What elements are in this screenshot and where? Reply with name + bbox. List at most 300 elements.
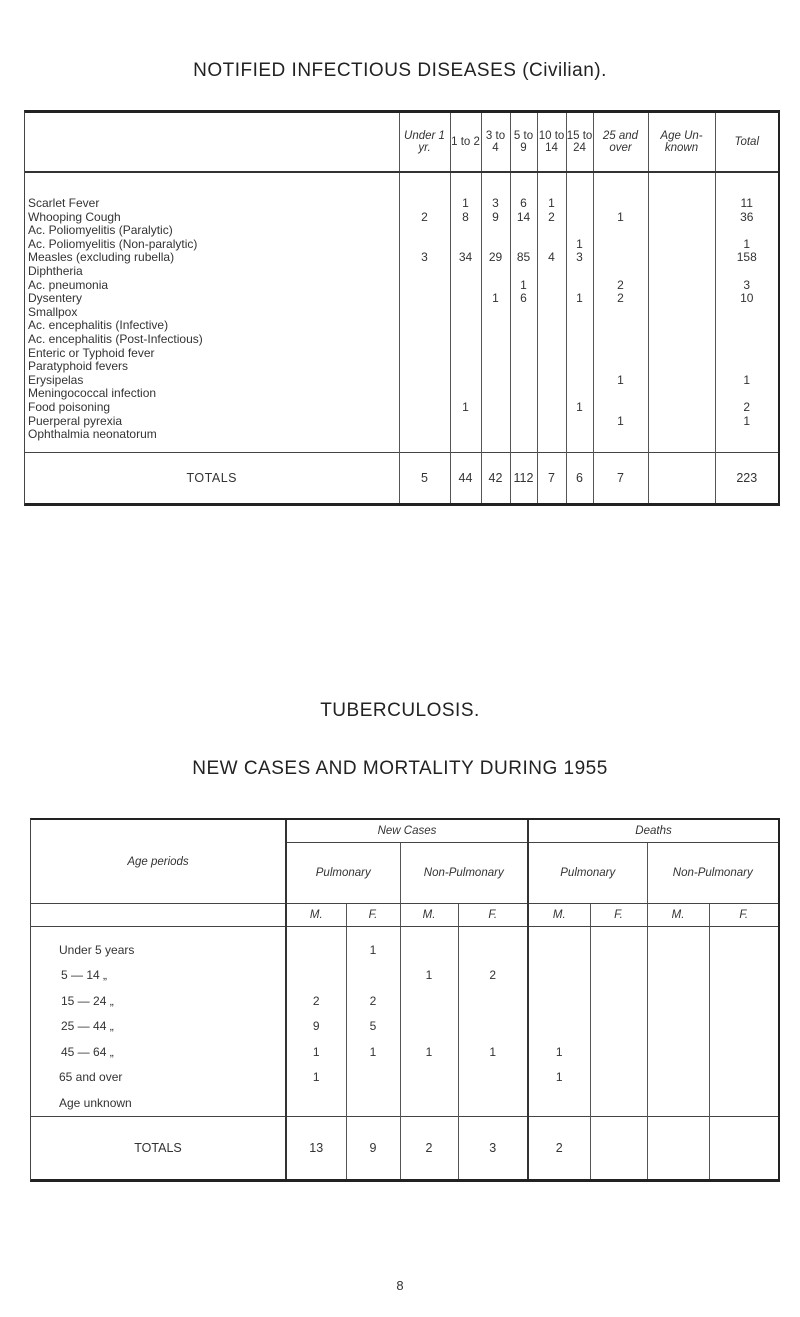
sex-header-row xyxy=(31,904,778,927)
table-row xyxy=(31,1014,778,1040)
table-cell xyxy=(400,1014,458,1040)
table-cell xyxy=(647,1014,709,1040)
table-cell xyxy=(648,292,715,306)
table-cell xyxy=(648,387,715,401)
table-cell: 9 xyxy=(481,211,510,225)
table-cell xyxy=(510,360,537,374)
female-header: F. xyxy=(346,904,400,927)
table-cell: 29 xyxy=(481,251,510,265)
table-cell xyxy=(709,1065,778,1091)
table-cell xyxy=(481,360,510,374)
disease-name: Whooping Cough xyxy=(28,209,121,224)
age-period: 15 — 24 „ xyxy=(61,993,114,1008)
table-row xyxy=(25,238,778,252)
table-cell: 1 xyxy=(458,1039,528,1065)
blank-header xyxy=(31,904,286,927)
table-cell xyxy=(537,374,566,388)
disease-name: Food poisoning xyxy=(28,399,111,414)
table-cell: 3 xyxy=(566,251,593,265)
tuberculosis-table xyxy=(30,818,780,1182)
table-cell xyxy=(399,360,450,374)
table-cell xyxy=(593,360,648,374)
deaths-nonpulmonary-header: Non-Pulmonary xyxy=(647,843,778,904)
table-cell xyxy=(648,224,715,238)
male-header: M. xyxy=(286,904,346,927)
total-cell: 3 xyxy=(458,1116,528,1179)
table-cell xyxy=(593,172,648,211)
table-row xyxy=(25,333,778,347)
col-header: Total xyxy=(715,113,778,172)
table-row xyxy=(31,1039,778,1065)
table-cell: 2 xyxy=(593,279,648,293)
table-row xyxy=(25,401,778,415)
table-cell xyxy=(510,333,537,347)
table-cell xyxy=(458,988,528,1014)
table-cell xyxy=(709,1039,778,1065)
table-cell: 9 xyxy=(286,1014,346,1040)
disease-name: Diphtheria xyxy=(28,263,83,278)
table-cell xyxy=(648,265,715,279)
table-cell xyxy=(566,211,593,225)
table-cell xyxy=(537,319,566,333)
table-cell xyxy=(481,347,510,361)
table-cell xyxy=(399,265,450,279)
male-header: M. xyxy=(647,904,709,927)
table-cell: 1 xyxy=(346,1039,400,1065)
disease-name: Measles (excluding rubella) xyxy=(28,250,175,265)
table-cell xyxy=(566,347,593,361)
table-cell xyxy=(590,1014,647,1040)
table-row xyxy=(31,1065,778,1091)
table-cell xyxy=(715,387,778,401)
table-cell xyxy=(510,319,537,333)
table-cell: 3 xyxy=(481,172,510,211)
table-cell xyxy=(648,306,715,320)
table-cell xyxy=(537,265,566,279)
table-cell xyxy=(510,347,537,361)
total-cell: 112 xyxy=(510,452,537,503)
table-cell xyxy=(593,251,648,265)
table-cell xyxy=(648,319,715,333)
disease-name: Ophthalmia neonatorum xyxy=(28,427,157,442)
age-period: Age unknown xyxy=(59,1095,132,1110)
disease-name: Smallpox xyxy=(28,304,78,319)
col-header: 25 and over xyxy=(593,113,648,172)
table-row xyxy=(25,347,778,361)
new-pulmonary-header: Pulmonary xyxy=(286,843,400,904)
table-cell xyxy=(566,172,593,211)
totals-row xyxy=(25,452,778,503)
total-cell: 44 xyxy=(450,452,481,503)
total-cell: 6 xyxy=(566,452,593,503)
table-cell: 6 xyxy=(510,292,537,306)
table-cell xyxy=(450,306,481,320)
table-row xyxy=(25,251,778,265)
table-cell xyxy=(399,172,450,211)
table-row xyxy=(25,211,778,225)
table-cell xyxy=(647,1039,709,1065)
total-cell xyxy=(590,1116,647,1179)
table-cell xyxy=(537,428,566,442)
table-row xyxy=(25,415,778,429)
table-cell xyxy=(709,1090,778,1116)
table-cell: 1 xyxy=(715,238,778,252)
table-cell xyxy=(450,387,481,401)
disease-name: Puerperal pyrexia xyxy=(28,413,123,428)
table-row xyxy=(31,988,778,1014)
col-header: 10 to 14 xyxy=(537,113,566,172)
total-cell: 2 xyxy=(400,1116,458,1179)
table-cell xyxy=(593,319,648,333)
spacer-row xyxy=(25,442,778,453)
table-cell: 2 xyxy=(286,988,346,1014)
new-cases-header: New Cases xyxy=(286,820,528,843)
table-cell xyxy=(399,347,450,361)
table-cell: 34 xyxy=(450,251,481,265)
table-cell xyxy=(593,306,648,320)
table-cell xyxy=(566,360,593,374)
table-cell xyxy=(593,333,648,347)
table-cell: 1 xyxy=(715,415,778,429)
totals-label: TOTALS xyxy=(31,1116,286,1179)
table-cell xyxy=(566,387,593,401)
table-cell xyxy=(510,238,537,252)
age-period: 25 — 44 „ xyxy=(61,1019,114,1034)
disease-name: Ac. pneumonia xyxy=(28,277,109,292)
table-cell xyxy=(450,319,481,333)
table-cell xyxy=(709,988,778,1014)
disease-header-blank xyxy=(25,113,399,172)
table-cell xyxy=(593,265,648,279)
table-row xyxy=(25,172,778,211)
page-title-notified: NOTIFIED INFECTIOUS DISEASES (Civilian). xyxy=(193,60,607,81)
table-cell: 85 xyxy=(510,251,537,265)
table-cell: 4 xyxy=(537,251,566,265)
table-cell xyxy=(528,963,590,989)
table-cell xyxy=(537,387,566,401)
table-cell xyxy=(399,387,450,401)
table-row xyxy=(31,927,778,963)
table-cell xyxy=(450,415,481,429)
col-header: 15 to 24 xyxy=(566,113,593,172)
section-title-tb: TUBERCULOSIS. xyxy=(320,700,480,721)
table-cell: 1 xyxy=(481,292,510,306)
table-cell xyxy=(593,428,648,442)
disease-name: Erysipelas xyxy=(28,372,84,387)
table-cell xyxy=(399,415,450,429)
age-period: 5 — 14 „ xyxy=(61,968,108,983)
table-cell xyxy=(537,279,566,293)
table-cell xyxy=(566,415,593,429)
table-cell xyxy=(648,428,715,442)
totals-row xyxy=(31,1116,778,1179)
table-cell xyxy=(450,292,481,306)
table-cell xyxy=(590,963,647,989)
table-cell: 1 xyxy=(566,238,593,252)
table-cell: 1 xyxy=(537,172,566,211)
table-cell: 1 xyxy=(715,374,778,388)
table-cell: 1 xyxy=(346,927,400,963)
table-cell: 1 xyxy=(593,374,648,388)
female-header: F. xyxy=(590,904,647,927)
table-cell xyxy=(481,401,510,415)
table-cell xyxy=(537,292,566,306)
table-cell xyxy=(715,306,778,320)
table-cell xyxy=(458,1014,528,1040)
table-cell xyxy=(648,415,715,429)
table-cell xyxy=(566,279,593,293)
table-cell xyxy=(715,360,778,374)
table-cell xyxy=(510,265,537,279)
table-cell xyxy=(566,374,593,388)
table-cell xyxy=(715,265,778,279)
table-cell: 14 xyxy=(510,211,537,225)
table-cell: 5 xyxy=(346,1014,400,1040)
table-cell xyxy=(399,292,450,306)
table-cell xyxy=(510,428,537,442)
total-cell xyxy=(648,452,715,503)
table-cell xyxy=(537,415,566,429)
table-cell xyxy=(450,333,481,347)
table-cell: 1 xyxy=(450,401,481,415)
table-cell: 1 xyxy=(450,172,481,211)
table-cell xyxy=(481,333,510,347)
table-cell xyxy=(537,306,566,320)
table-cell xyxy=(566,306,593,320)
table-cell xyxy=(399,401,450,415)
table-cell xyxy=(450,279,481,293)
table-cell xyxy=(715,428,778,442)
table-cell xyxy=(399,224,450,238)
col-header: 5 to 9 xyxy=(510,113,537,172)
deaths-header: Deaths xyxy=(528,820,778,843)
table-cell xyxy=(715,333,778,347)
table-cell: 2 xyxy=(593,292,648,306)
table-cell xyxy=(647,988,709,1014)
table-cell xyxy=(528,927,590,963)
table-cell xyxy=(528,1014,590,1040)
table-header-row xyxy=(25,113,778,172)
table-cell xyxy=(566,265,593,279)
table-cell xyxy=(648,251,715,265)
col-header: Under 1 yr. xyxy=(399,113,450,172)
table-cell: 158 xyxy=(715,251,778,265)
table-cell xyxy=(715,224,778,238)
table-cell xyxy=(450,347,481,361)
table-cell xyxy=(450,224,481,238)
table-cell xyxy=(399,374,450,388)
table-cell: 1 xyxy=(286,1039,346,1065)
table-cell: 1 xyxy=(528,1065,590,1091)
table-cell xyxy=(458,1065,528,1091)
table-cell xyxy=(399,279,450,293)
table-cell xyxy=(648,347,715,361)
table-cell xyxy=(481,428,510,442)
table-cell xyxy=(481,319,510,333)
table-cell xyxy=(510,306,537,320)
new-nonpulmonary-header: Non-Pulmonary xyxy=(400,843,528,904)
table-cell: 2 xyxy=(537,211,566,225)
table-cell: 1 xyxy=(593,211,648,225)
table-cell xyxy=(286,1090,346,1116)
table-cell xyxy=(566,428,593,442)
table-cell xyxy=(481,306,510,320)
table-cell xyxy=(481,374,510,388)
table-cell xyxy=(400,1090,458,1116)
table-cell xyxy=(458,927,528,963)
age-period: Under 5 years xyxy=(59,942,135,957)
table-cell: 6 xyxy=(510,172,537,211)
table-cell xyxy=(537,347,566,361)
table-cell xyxy=(537,224,566,238)
total-cell xyxy=(647,1116,709,1179)
disease-name: Enteric or Typhoid fever xyxy=(28,345,155,360)
table-cell xyxy=(481,279,510,293)
table-row xyxy=(25,279,778,293)
total-cell: 9 xyxy=(346,1116,400,1179)
table-cell xyxy=(481,387,510,401)
table-cell: 1 xyxy=(593,415,648,429)
table-cell: 3 xyxy=(715,279,778,293)
table-cell xyxy=(590,1065,647,1091)
total-cell: 223 xyxy=(715,452,778,503)
table-cell xyxy=(537,238,566,252)
table-cell xyxy=(450,374,481,388)
age-periods-header: Age periods xyxy=(31,820,286,904)
male-header: M. xyxy=(528,904,590,927)
table-cell xyxy=(400,1065,458,1091)
table-cell xyxy=(647,963,709,989)
table-cell: 2 xyxy=(399,211,450,225)
disease-name: Ac. Poliomyelitis (Paralytic) xyxy=(28,223,173,238)
table-cell xyxy=(510,387,537,401)
table-cell: 1 xyxy=(566,292,593,306)
table-cell xyxy=(709,1014,778,1040)
table-cell xyxy=(510,401,537,415)
table-cell xyxy=(399,238,450,252)
table-cell: 1 xyxy=(566,401,593,415)
table-row xyxy=(25,265,778,279)
table-cell xyxy=(648,238,715,252)
table-cell: 11 xyxy=(715,172,778,211)
table-cell xyxy=(399,428,450,442)
table-cell xyxy=(590,1039,647,1065)
table-cell xyxy=(286,963,346,989)
table-row xyxy=(31,963,778,989)
female-header: F. xyxy=(709,904,778,927)
table-cell xyxy=(590,988,647,1014)
table-cell: 1 xyxy=(400,963,458,989)
disease-name: Dysentery xyxy=(28,291,83,306)
table-cell xyxy=(648,279,715,293)
section-subtitle-tb: NEW CASES AND MORTALITY DURING 1955 xyxy=(192,758,608,779)
total-cell: 5 xyxy=(399,452,450,503)
total-cell xyxy=(709,1116,778,1179)
disease-name: Paratyphoid fevers xyxy=(28,359,129,374)
table-cell xyxy=(450,265,481,279)
table-cell xyxy=(528,988,590,1014)
col-header: 1 to 2 xyxy=(450,113,481,172)
table-cell xyxy=(346,1065,400,1091)
table-cell xyxy=(450,428,481,442)
age-period: 65 and over xyxy=(59,1070,123,1085)
disease-name: Ac. encephalitis (Infective) xyxy=(28,318,169,333)
table-cell xyxy=(346,1090,400,1116)
deaths-pulmonary-header: Pulmonary xyxy=(528,843,647,904)
disease-name: Meningococcal infection xyxy=(28,386,157,401)
disease-name: Scarlet Fever xyxy=(28,196,100,210)
table-cell xyxy=(566,333,593,347)
table-row xyxy=(25,428,778,442)
table-cell xyxy=(593,347,648,361)
table-cell xyxy=(648,211,715,225)
table-cell xyxy=(450,360,481,374)
table-cell xyxy=(537,333,566,347)
table-cell xyxy=(648,401,715,415)
table-cell xyxy=(510,374,537,388)
table-cell: 2 xyxy=(715,401,778,415)
table-row xyxy=(25,387,778,401)
table-cell xyxy=(593,401,648,415)
table-cell: 1 xyxy=(510,279,537,293)
table-cell xyxy=(590,927,647,963)
table-cell: 36 xyxy=(715,211,778,225)
table-cell xyxy=(450,238,481,252)
total-cell: 7 xyxy=(593,452,648,503)
table-cell xyxy=(648,333,715,347)
table-row xyxy=(25,224,778,238)
table-row xyxy=(25,374,778,388)
table-cell xyxy=(510,415,537,429)
table-row xyxy=(25,306,778,320)
table-cell xyxy=(400,927,458,963)
table-cell xyxy=(593,224,648,238)
total-cell: 42 xyxy=(481,452,510,503)
table-row xyxy=(25,319,778,333)
table-cell xyxy=(648,172,715,211)
table-cell xyxy=(709,927,778,963)
table-cell xyxy=(399,306,450,320)
col-header: 3 to 4 xyxy=(481,113,510,172)
table-cell xyxy=(593,387,648,401)
table-cell xyxy=(647,1065,709,1091)
table-cell xyxy=(399,333,450,347)
table-cell xyxy=(510,224,537,238)
table-cell: 8 xyxy=(450,211,481,225)
group-header-row xyxy=(31,820,778,843)
table-cell: 1 xyxy=(528,1039,590,1065)
table-cell xyxy=(593,238,648,252)
table-cell: 3 xyxy=(399,251,450,265)
totals-label: TOTALS xyxy=(25,452,399,503)
table-cell xyxy=(590,1090,647,1116)
total-cell: 7 xyxy=(537,452,566,503)
page-number: 8 xyxy=(396,1278,404,1293)
table-cell xyxy=(528,1090,590,1116)
table-cell xyxy=(481,265,510,279)
table-cell xyxy=(481,224,510,238)
notified-diseases-table xyxy=(24,110,780,506)
table-cell xyxy=(566,319,593,333)
table-cell xyxy=(458,1090,528,1116)
table-cell xyxy=(399,319,450,333)
table-cell xyxy=(715,319,778,333)
table-cell xyxy=(481,415,510,429)
age-period: 45 — 64 „ xyxy=(61,1044,114,1059)
table-cell: 1 xyxy=(400,1039,458,1065)
table-row xyxy=(31,1090,778,1116)
col-header: Age Un-known xyxy=(648,113,715,172)
